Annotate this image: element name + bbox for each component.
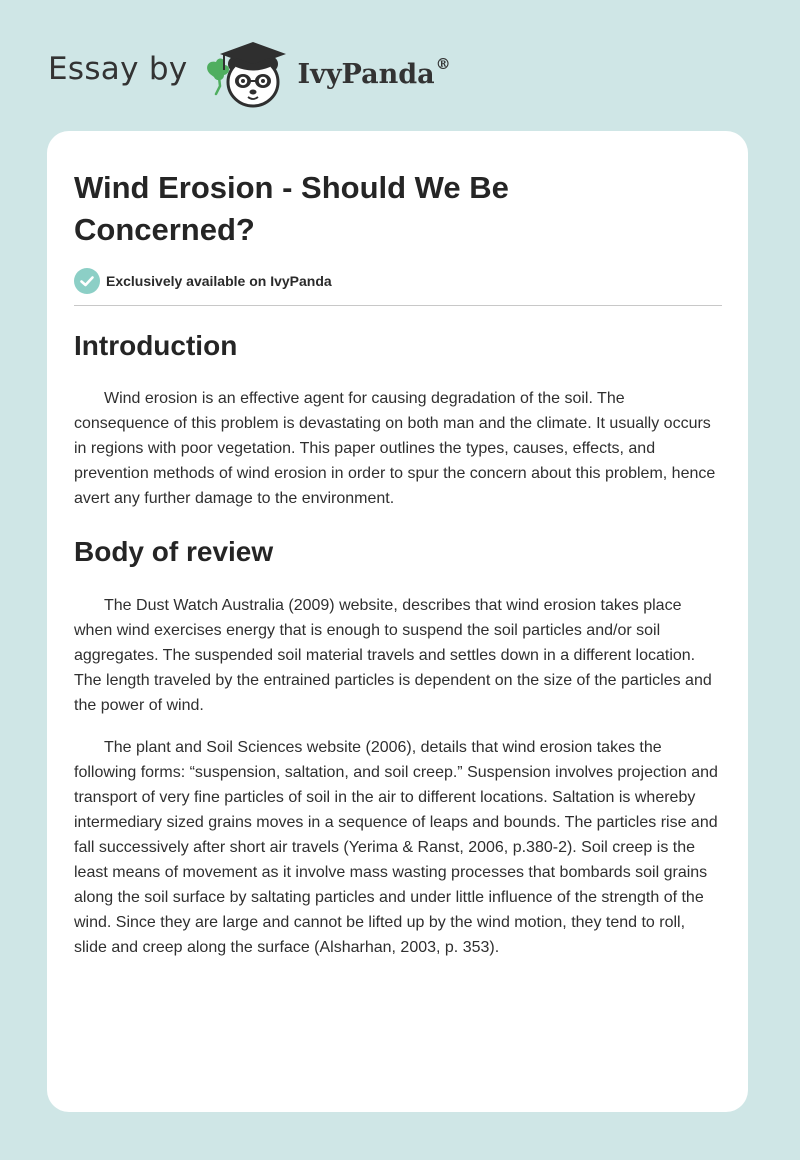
site-header [48, 34, 451, 110]
check-circle-icon [74, 268, 100, 294]
exclusive-label: Exclusively available on IvyPanda [106, 273, 332, 289]
brand-text: IvyPanda [297, 58, 435, 90]
paragraph-introduction: Wind erosion is an effective agent for causing degradation of the soil. The consequence of this problem is devastating on both man and the climate. It usually occurs in regions with poor vegetation. This paper outlines the types, causes, effects, and prevention methods of wind erosion in order to spur the concern about this problem, hence avert any further damage to the environment. [74, 390, 716, 507]
article-title: Wind Erosion - Should We Be Concerned? [74, 170, 509, 247]
article-card [47, 131, 748, 1112]
exclusive-badge [74, 268, 722, 294]
paragraph-body-1: The Dust Watch Australia (2009) website, describes that wind erosion takes place when wind exercises energy that is enough to suspend the soil particles and/or soil aggregates. The suspended soil material travels and settles down in a different location. The length traveled by the entrained particles is dependent on the size of the particles and the power of wind. [74, 597, 712, 714]
panda-logo-icon[interactable] [204, 34, 294, 110]
brand-name[interactable] [297, 54, 451, 90]
section-heading-introduction: Introduction [74, 330, 238, 361]
paragraph-body-2: The plant and Soil Sciences website (2006), details that wind erosion takes the following forms: “suspension, saltation, and soil creep.” Suspension involves projection and transport of very fine particles of soil in the air to different locations. Saltation is whereby intermediary sized grains moves in a sequence of leaps and bounds. The particles rise and fall successively after short air travels (Yerima & Ranst, 2006, p.380-2). Soil creep is the least means of movement as it involve mass wasting processes that bombards soil grains along the soil surface by saltating particles and under little influence of the strength of the wind. Since they are large and cannot be lifted up by the wind motion, they tend to roll, slide and creep along the surface (Alsharhan, 2003, p. 353). [74, 739, 718, 956]
section-heading-body-of-review: Body of review [74, 536, 274, 567]
title-divider [74, 305, 722, 306]
registered-mark: ® [435, 54, 451, 73]
essay-by-label: Essay by [48, 51, 188, 87]
